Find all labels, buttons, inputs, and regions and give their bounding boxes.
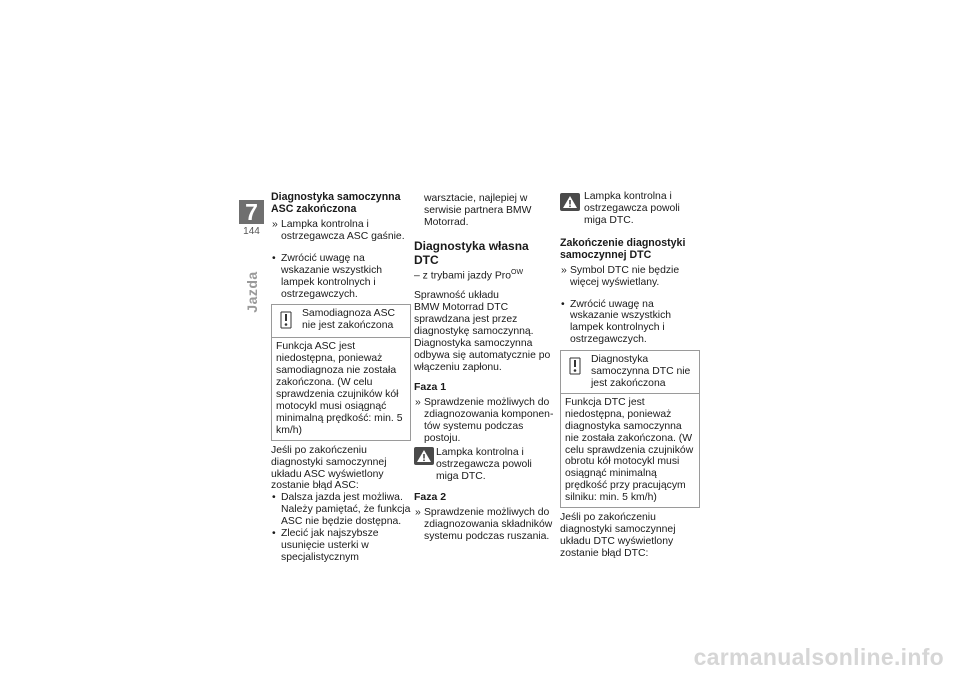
warning-text: Lampka kontrolna i ostrzegawcza powoli miga DTC. [584,191,680,226]
result-item [560,265,700,289]
phase-1-text: Sprawdzenie możliwych do zdiagnozowania komponentów systemu podczas postoju. [424,397,554,445]
chapter-title-vertical [238,252,266,332]
phase-2-item [414,507,554,543]
continued-bullet-text: warsztacie, najlepiej w serwisie partnera BMW Motorrad. [424,193,532,228]
notice-box [271,304,411,440]
column-3 [560,191,700,560]
bullet-item [560,299,700,347]
phase-1-warning [414,447,554,483]
chapter-marker [239,200,264,237]
arrow-marker: » [561,264,567,276]
bullet-item [271,253,411,301]
result-text: Lampka kontrolna i ostrzegawcza ASC gaśnie. [281,219,405,242]
bullet-text: Dalsza jazda jest możliwa. Należy pamiętać, że funkcja ASC nie będzie dostępna. [281,492,411,528]
bullet-marker: • [272,492,276,504]
notice-title: Diagnostyka samoczynna DTC nie jest zakończona [591,354,691,389]
warning-triangle-icon [414,447,434,465]
notice-icon [567,356,583,376]
phase-1-item [414,397,554,445]
paragraph-asc-error: Jeśli po zakończeniu diagnostyki samoczynnej układu ASC wyświetlony zostanie błąd ASC: [271,444,387,492]
riding-mode-sup: OW [511,268,524,276]
section-heading-asc: Diagnostyka samoczynna ASC zakończona [271,191,401,215]
phase-1-heading: Faza 1 [414,381,447,394]
chapter-title: Jazda [244,271,260,313]
arrow-marker: » [272,219,278,230]
watermark: carmanualsonline.info [693,644,944,670]
notice-box-header [561,351,699,394]
arrow-marker: » [415,506,421,518]
notice-body: Funkcja DTC jest niedostępna, ponieważ diagnostyka samoczynna nie została zakończona. (W celu sprawdzenia czujników obrotu kół motocykl musi osiągnąć minimalną prędkość przy pracującym silniku: min. 5 km/h) [565,396,694,504]
warning-continued [560,191,700,227]
page-number: 144 [243,226,260,237]
phase-1-warning-text: Lampka kontrolna i ostrzegawcza powoli miga DTC. [436,447,532,482]
paragraph-dtc-error: Jeśli po zakończeniu diagnostyki samoczynnej układu DTC wyświetlony zostanie błąd DTC: [560,512,676,559]
notice-box [560,350,700,508]
dtc-intro [414,290,554,373]
column-1 [271,191,411,564]
section-heading-dtc: Diagnostyka własna DTC [414,238,529,267]
bullet-text: Zwrócić uwagę na wskazanie wszystkich lampek kontrolnych i ostrzegawczych. [281,252,383,300]
section-heading-dtc-complete: Zakończenie diagnostyki samoczynnej DTC [560,236,686,261]
bullet-item [271,528,411,564]
notice-box-header [272,305,410,338]
notice-body: Funkcja ASC jest niedostępna, ponieważ samodiagnoza nie została zakończona. (W celu sprawdzenia czujników kół motocykl musi osiągnąć minimalną prędkość: min. 5 km/h) [276,341,403,436]
bullet-text: Zwrócić uwagę na wskazanie wszystkich lampek kontrolnych i ostrzegawczych. [570,298,672,346]
result-item [271,219,411,243]
arrow-marker: » [415,397,421,409]
bullet-marker: • [272,252,276,264]
chapter-number: 7 [239,200,264,224]
bullet-text: Zlecić jak najszybsze usunięcie usterki w specjalistycznym [281,528,379,563]
notice-icon [278,310,294,330]
dtc-intro-line1: Sprawność układu [414,290,499,302]
bullet-item [271,492,411,528]
notice-title: Samodiagnoza ASC nie jest zakończona [302,308,395,332]
phase-2-text: Sprawdzenie możliwych do zdiagnozowania składników systemu podczas ruszania. [424,506,553,542]
continued-text [414,193,554,229]
riding-mode-note [414,267,554,282]
bullet-marker: • [561,298,565,310]
phase-2-heading: Faza 2 [414,490,447,503]
result-text: Symbol DTC nie będzie więcej wyświetlany. [570,264,680,288]
riding-mode-text: – z trybami jazdy Pro [414,270,512,282]
bullet-marker: • [272,528,276,540]
dtc-intro-rest: BMW Motorrad DTC sprawdzana jest przez diagnostykę samoczynną. Diagnostyka samoczynna odbywa się automatycznie po włączeniu zapłonu. [414,302,551,373]
warning-triangle-icon [560,193,580,211]
column-2 [414,193,554,543]
